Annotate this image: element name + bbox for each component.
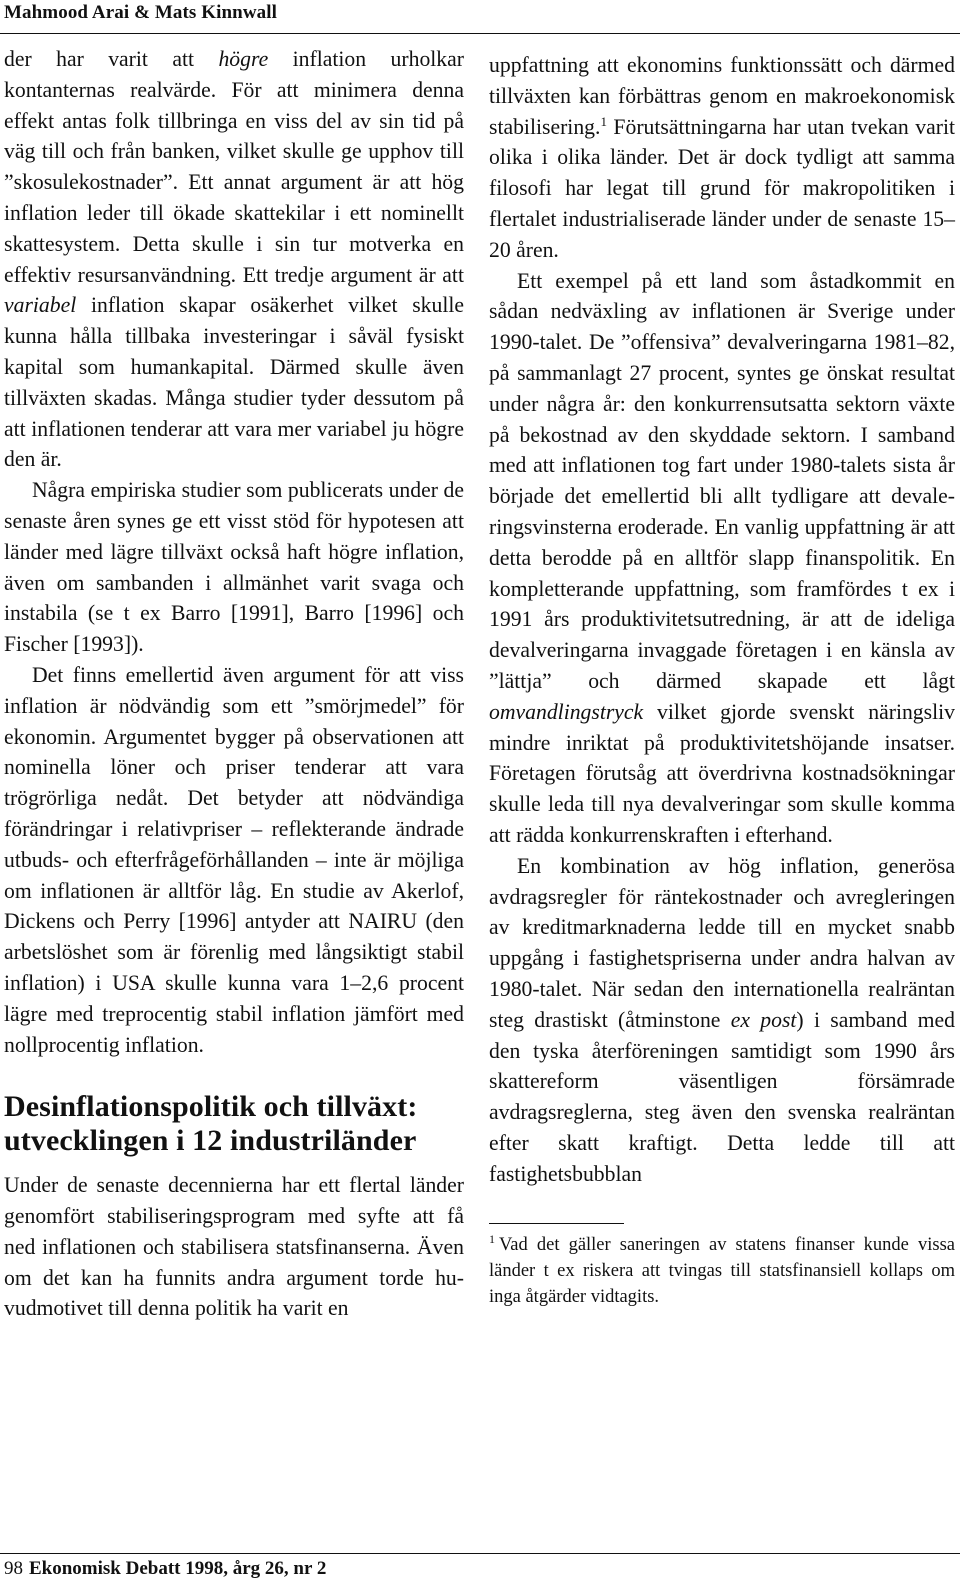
journal-title: Ekonomisk Debatt 1998, årg 26, nr 2 bbox=[29, 1558, 327, 1579]
page-number: 98 bbox=[4, 1558, 23, 1579]
header-rule bbox=[0, 33, 960, 34]
footnote-text: Vad det gäller saneringen av statens finanser kunde vissa länder t ex riskera att tvingas till statsfinansiell kollaps om inga åtgärder vidtagits. bbox=[489, 1235, 955, 1308]
left-column bbox=[4, 44, 464, 1324]
page-footer bbox=[4, 1558, 326, 1580]
footnote-number: 1 bbox=[489, 1232, 495, 1247]
paragraph-2: Några empiriska studier som publicerats under de senaste åren synes ge ett visst stöd för hypotesen att länder med lägre tillväxt också haft högre inflation, även om sambanden i allmänhet varit svaga och instabila (se t ex Barro [1991], Barro [1996] och Fischer [1993]). bbox=[4, 478, 464, 657]
paragraph-3: Det finns emellertid även argument för att viss inflation är nödvändig som ett ”smörjmedel” för ekonomin. Argumentet bygger på observationen att nominella löner och priser tenderar att vara trögrörliga nedåt. Det betyder att nödvändiga förändringar i relativpriser – reflekterande ändrade utbuds- och efterfrågeförhållanden – inte är möjliga om inflationen är alltför låg. En studie av Akerlof, Dickens och Perry [1996] antyder att NAIRU (den arbetslöshet som är förenlig med långsiktigt stabil inflation) i USA skulle kunna vara 1–2,6 procent lägre med treprocentig stabil inflation jämfört med nollprocentig inflation. bbox=[4, 662, 464, 1057]
footnote bbox=[489, 1232, 955, 1310]
emphasis-ex-post: ex post bbox=[730, 1007, 797, 1032]
footer-rule bbox=[0, 1553, 960, 1554]
footnote-rule bbox=[489, 1223, 624, 1224]
paragraph-7: En kombination av hög inflation, generösa avdragsregler för räntekostnader och avregleringen av kreditmarknaderna ledde till en mycket snabb uppgång i fastighetspriserna under andra halvan av 1980-talet. När sedan den internationella realräntan steg drastiskt (åtminstone ex post) i samband med den tyska återföreningen samtidigt som 1990 års skattereform väsentligen försämrade avdragsreglerna, steg även den svenska realräntan efter skatt kraftigt. Detta ledde till att fastighetsbubblan bbox=[489, 853, 955, 1186]
paragraph-5: uppfattning att ekonomins funktionssätt och därmed tillväxten kan förbättras genom en makroekonomisk stabilisering.$^1$ Förutsättningarna har utan tvekan varit olika i olika länder. Det är dock tydligt att samma filosofi har legat till grund för makropolitiken i flertalet industrialiserade länder under de senaste 15–20 åren. bbox=[489, 53, 955, 262]
emphasis-variabel: variabel bbox=[4, 293, 77, 318]
footnote-reference: 1 bbox=[600, 113, 607, 129]
emphasis-omvandlingstryck: omvandlingstryck bbox=[489, 699, 644, 724]
running-head-authors: Mahmood Arai & Mats Kinnwall bbox=[4, 2, 278, 23]
paragraph-4: Under de senaste decennierna har ett flertal länder genomfört stabiliseringsprogram med syfte att få ned inflationen och stabilisera statsfinanserna. Även om det kan ha funnits andra argument torde huvudmotivet till denna politik ha varit en bbox=[4, 1173, 464, 1321]
right-column bbox=[489, 50, 955, 1310]
emphasis-hogre: högre bbox=[218, 47, 269, 71]
paragraph-1: der har varit att högre inflation urholkar kontanternas realvärde. För att minimera denna effekt antas folk tillbringa en viss del av sin tid på väg till och från banken, vilket skulle ge upphov till ”skosulekostnader”. Ett annat argument är att hög inflation leder till ökade skattekilar i ett nominellt skattesystem. Detta skulle i sin tur motverka en effektiv resursanvändning. Ett tredje argument är att variabel inflation skapar osäkerhet vilket skulle kunna hålla tillbaka investeringar i såväl fysiskt kapital som humankapital. Därmed skulle även tillväxten skadas. Många studier tyder dessutom på att inflationen tenderar att vara mer variabel ju högre den är. bbox=[4, 47, 464, 472]
paragraph-6: Ett exempel på ett land som åstadkommit en sådan nedväxling av inflationen är Sverige under 1990-talet. De ”offensiva” devalveringarna 1981–82, på sammanlagt 27 procent, syntes ge önskat resultat under några år: den konkurrensutsatta sektorn växte på bekostnad av den skyddade sektorn. I samband med att inflationen tog fart under 1980-talets sista år började det emellertid bli allt tydligare att devaleringsvinsterna eroderade. En vanlig uppfattning är att detta berodde på en alltför slapp finanspolitik. En kompletterande uppfattning, som framfördes t ex i 1991 års produktivitetsutredning, är att de ideliga devalveringarna invaggade företagen i en känsla av ”lättja” och därmed skapade ett lågt omvandlingstryck vilket gjorde svenskt näringsliv mindre inriktat på produktivitetshöjande insatser. Företagen förutsåg att överdrivna kostnadsökningar skulle leda till nya devalveringar som skulle komma att rädda konkurrenskraften i efterhand. bbox=[489, 268, 955, 847]
section-heading: Desinflationspolitik och tillväxt: utvecklingen i 12 industriländer bbox=[4, 1090, 418, 1158]
